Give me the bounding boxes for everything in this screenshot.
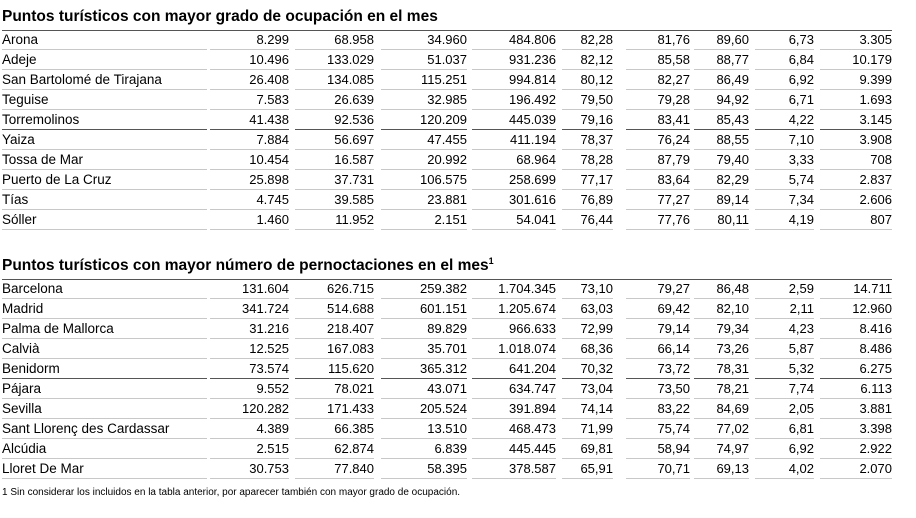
row-divider [820,478,892,479]
value-cell: 445.445 [509,441,556,456]
value-cell: 7.884 [256,132,289,147]
value-cell: 634.747 [509,381,556,396]
value-cell: 69,81 [580,441,613,456]
value-cell: 89,14 [716,192,749,207]
table-row [0,190,900,210]
value-cell: 411.194 [509,132,556,147]
value-cell: 77,76 [657,212,690,227]
value-cell: 30.753 [249,461,289,476]
value-cell: 43.071 [427,381,467,396]
value-cell: 6,81 [788,421,814,436]
value-cell: 83,41 [657,112,690,127]
value-cell: 3.881 [859,401,892,416]
value-cell: 6,73 [788,32,814,47]
value-cell: 1.693 [859,92,892,107]
row-divider [472,478,556,479]
value-cell: 77.840 [334,461,374,476]
value-cell: 80,11 [717,212,749,227]
value-cell: 58,94 [657,441,690,456]
table-row [0,359,900,379]
value-cell: 258.699 [509,172,556,187]
value-cell: 2,05 [788,401,814,416]
value-cell: 6,84 [788,52,814,67]
value-cell: 106.575 [420,172,467,187]
place-name-cell: Tías [2,192,29,207]
value-cell: 94,92 [716,92,749,107]
value-cell: 468.473 [509,421,556,436]
table-row [0,30,900,50]
footnote: 1 Sin considerar los incluidos en la tabla anterior, por aparecer también con mayor grado de ocupación. [2,487,461,498]
value-cell: 484.806 [509,32,556,47]
table-row [0,439,900,459]
value-cell: 133.029 [327,52,374,67]
place-name-cell: Calvià [2,341,40,356]
value-cell: 82,10 [716,301,749,316]
value-cell: 4,19 [788,212,814,227]
place-name-cell: Adeje [2,52,37,67]
value-cell: 7,34 [788,192,814,207]
value-cell: 79,50 [580,92,613,107]
value-cell: 68.964 [516,152,556,167]
value-cell: 1.460 [256,212,289,227]
value-cell: 82,27 [657,72,690,87]
place-name-cell: Pájara [2,381,42,396]
value-cell: 131.604 [242,281,289,296]
value-cell: 120.282 [242,401,289,416]
value-cell: 66.385 [334,421,374,436]
table-row [0,319,900,339]
value-cell: 7.583 [256,92,289,107]
value-cell: 6,71 [788,92,814,107]
value-cell: 807 [870,212,892,227]
value-cell: 2,11 [789,301,814,316]
value-cell: 196.492 [509,92,556,107]
value-cell: 3.908 [859,132,892,147]
value-cell: 89,60 [716,32,749,47]
value-cell: 34.960 [427,32,467,47]
value-cell: 205.524 [420,401,467,416]
table-row [0,170,900,190]
table-row [0,210,900,230]
value-cell: 76,44 [580,212,613,227]
value-cell: 73,10 [580,281,613,296]
value-cell: 71,99 [580,421,613,436]
value-cell: 77,17 [580,172,613,187]
occupancy-section-title [2,8,438,26]
value-cell: 120.209 [420,112,467,127]
value-cell: 6.275 [859,361,892,376]
place-name-cell: Puerto de La Cruz [2,172,112,187]
value-cell: 68.958 [334,32,374,47]
value-cell: 1.018.074 [498,341,556,356]
place-name-cell: Sant Llorenç des Cardassar [2,421,170,436]
value-cell: 994.814 [509,72,556,87]
value-cell: 39.585 [334,192,374,207]
value-cell: 6.113 [860,381,892,396]
row-divider [755,478,814,479]
row-divider [210,229,289,230]
value-cell: 2.515 [256,441,289,456]
value-cell: 10.179 [852,52,892,67]
place-name-cell: Alcúdia [2,441,47,456]
place-name-cell: Palma de Mallorca [2,321,114,336]
footnote-marker: 1 [488,255,494,266]
value-cell: 5,32 [788,361,814,376]
row-divider [2,229,207,230]
value-cell: 708 [870,152,892,167]
place-name-cell: Madrid [2,301,44,316]
value-cell: 81,76 [657,32,690,47]
value-cell: 167.083 [327,341,374,356]
value-cell: 78,31 [716,361,749,376]
value-cell: 85,43 [716,112,749,127]
value-cell: 68,36 [580,341,613,356]
row-divider [295,478,374,479]
value-cell: 70,71 [657,461,690,476]
occupancy-table [0,30,900,230]
row-divider [626,478,690,479]
place-name-cell: Teguise [2,92,49,107]
value-cell: 79,14 [657,321,690,336]
value-cell: 4,22 [788,112,814,127]
value-cell: 13.510 [427,421,467,436]
value-cell: 76,24 [657,132,690,147]
value-cell: 70,32 [580,361,613,376]
table-row [0,379,900,399]
row-divider [820,229,892,230]
value-cell: 66,14 [657,341,690,356]
table-row [0,279,900,299]
value-cell: 51.037 [427,52,467,67]
place-name-cell: Sóller [2,212,37,227]
value-cell: 2,59 [788,281,814,296]
row-divider [755,229,814,230]
row-divider [210,478,289,479]
value-cell: 58.395 [427,461,467,476]
value-cell: 80,12 [580,72,613,87]
value-cell: 86,48 [716,281,749,296]
value-cell: 6,92 [788,72,814,87]
row-divider [694,478,749,479]
value-cell: 5,74 [788,172,814,187]
value-cell: 1.205.674 [498,301,556,316]
value-cell: 79,27 [657,281,690,296]
table-row [0,110,900,130]
value-cell: 12.525 [249,341,289,356]
value-cell: 31.216 [249,321,289,336]
value-cell: 75,74 [657,421,690,436]
value-cell: 8.416 [859,321,892,336]
value-cell: 3.305 [859,32,892,47]
row-divider [562,478,613,479]
overnight-title-text: Puntos turísticos con mayor número de pernoctaciones en el mes [2,257,489,274]
value-cell: 514.688 [327,301,374,316]
value-cell: 73,50 [657,381,690,396]
value-cell: 74,97 [716,441,749,456]
value-cell: 82,29 [716,172,749,187]
value-cell: 69,13 [716,461,749,476]
value-cell: 115.620 [327,361,374,376]
row-divider [381,229,467,230]
value-cell: 378.587 [509,461,556,476]
value-cell: 10.496 [249,52,289,67]
value-cell: 11.952 [335,212,374,227]
value-cell: 445.039 [509,112,556,127]
value-cell: 74,14 [580,401,613,416]
row-divider [562,229,613,230]
value-cell: 2.922 [859,441,892,456]
value-cell: 12.960 [852,301,892,316]
value-cell: 10.454 [249,152,289,167]
table-row [0,339,900,359]
table-row [0,419,900,439]
value-cell: 9.399 [859,72,892,87]
value-cell: 6,92 [788,441,814,456]
value-cell: 65,91 [580,461,613,476]
value-cell: 4.745 [256,192,289,207]
value-cell: 1.704.345 [498,281,556,296]
place-name-cell: Lloret De Mar [2,461,84,476]
value-cell: 7,74 [788,381,814,396]
value-cell: 72,99 [580,321,613,336]
value-cell: 2.070 [859,461,892,476]
value-cell: 73.574 [249,361,289,376]
value-cell: 32.985 [427,92,467,107]
value-cell: 3.398 [859,421,892,436]
value-cell: 2.837 [859,172,892,187]
overnight-section-title [2,257,494,275]
value-cell: 77,27 [657,192,690,207]
value-cell: 35.701 [427,341,467,356]
value-cell: 966.633 [509,321,556,336]
value-cell: 2.606 [859,192,892,207]
value-cell: 171.433 [327,401,374,416]
value-cell: 931.236 [509,52,556,67]
value-cell: 259.382 [420,281,467,296]
value-cell: 16.587 [334,152,374,167]
value-cell: 76,89 [580,192,613,207]
value-cell: 391.894 [509,401,556,416]
value-cell: 23.881 [427,192,467,207]
row-divider [381,478,467,479]
value-cell: 79,28 [657,92,690,107]
value-cell: 3,33 [788,152,814,167]
table-row [0,459,900,479]
value-cell: 82,12 [580,52,613,67]
occupancy-title-text: Puntos turísticos con mayor grado de ocupación en el mes [2,8,438,25]
value-cell: 73,04 [580,381,613,396]
row-divider [626,229,690,230]
value-cell: 56.697 [334,132,374,147]
value-cell: 82,28 [580,32,613,47]
value-cell: 92.536 [334,112,374,127]
value-cell: 4,02 [788,461,814,476]
value-cell: 62.874 [334,441,374,456]
value-cell: 79,40 [716,152,749,167]
value-cell: 77,02 [716,421,749,436]
table-row [0,299,900,319]
overnight-table [0,279,900,479]
value-cell: 83,64 [657,172,690,187]
value-cell: 78,37 [580,132,613,147]
place-name-cell: Benidorm [2,361,60,376]
row-divider [472,229,556,230]
value-cell: 341.724 [242,301,289,316]
value-cell: 78.021 [334,381,374,396]
value-cell: 4,23 [788,321,814,336]
value-cell: 9.552 [256,381,289,396]
value-cell: 5,87 [788,341,814,356]
place-name-cell: Torremolinos [2,112,80,127]
value-cell: 73,26 [716,341,749,356]
value-cell: 218.407 [327,321,374,336]
value-cell: 47.455 [427,132,467,147]
value-cell: 87,79 [657,152,690,167]
value-cell: 88,55 [716,132,749,147]
value-cell: 4.389 [256,421,289,436]
value-cell: 79,34 [716,321,749,336]
value-cell: 54.041 [516,212,556,227]
value-cell: 88,77 [716,52,749,67]
value-cell: 134.085 [327,72,374,87]
place-name-cell: Sevilla [2,401,42,416]
value-cell: 63,03 [580,301,613,316]
value-cell: 86,49 [716,72,749,87]
value-cell: 26.408 [249,72,289,87]
value-cell: 69,42 [657,301,690,316]
value-cell: 626.715 [327,281,374,296]
place-name-cell: Yaiza [2,132,35,147]
value-cell: 2.151 [434,212,467,227]
value-cell: 7,10 [788,132,814,147]
value-cell: 601.151 [420,301,467,316]
value-cell: 26.639 [334,92,374,107]
value-cell: 20.992 [427,152,467,167]
value-cell: 115.251 [420,72,467,87]
place-name-cell: Barcelona [2,281,63,296]
table-row [0,90,900,110]
value-cell: 365.312 [420,361,467,376]
value-cell: 83,22 [657,401,690,416]
value-cell: 41.438 [249,112,289,127]
row-divider [2,478,207,479]
value-cell: 8.486 [859,341,892,356]
value-cell: 78,28 [580,152,613,167]
value-cell: 3.145 [859,112,892,127]
place-name-cell: San Bartolomé de Tirajana [2,72,162,87]
place-name-cell: Tossa de Mar [2,152,84,167]
table-row [0,150,900,170]
value-cell: 73,72 [657,361,690,376]
value-cell: 89.829 [427,321,467,336]
table-row [0,130,900,150]
value-cell: 301.616 [509,192,556,207]
value-cell: 37.731 [334,172,374,187]
table-row [0,399,900,419]
value-cell: 641.204 [509,361,556,376]
value-cell: 79,16 [580,112,613,127]
value-cell: 25.898 [249,172,289,187]
value-cell: 8.299 [256,32,289,47]
table-row [0,70,900,90]
value-cell: 84,69 [716,401,749,416]
place-name-cell: Arona [2,32,39,47]
value-cell: 14.711 [853,281,892,296]
value-cell: 6.839 [434,441,467,456]
value-cell: 85,58 [657,52,690,67]
row-divider [694,229,749,230]
table-row [0,50,900,70]
value-cell: 78,21 [716,381,749,396]
row-divider [295,229,374,230]
